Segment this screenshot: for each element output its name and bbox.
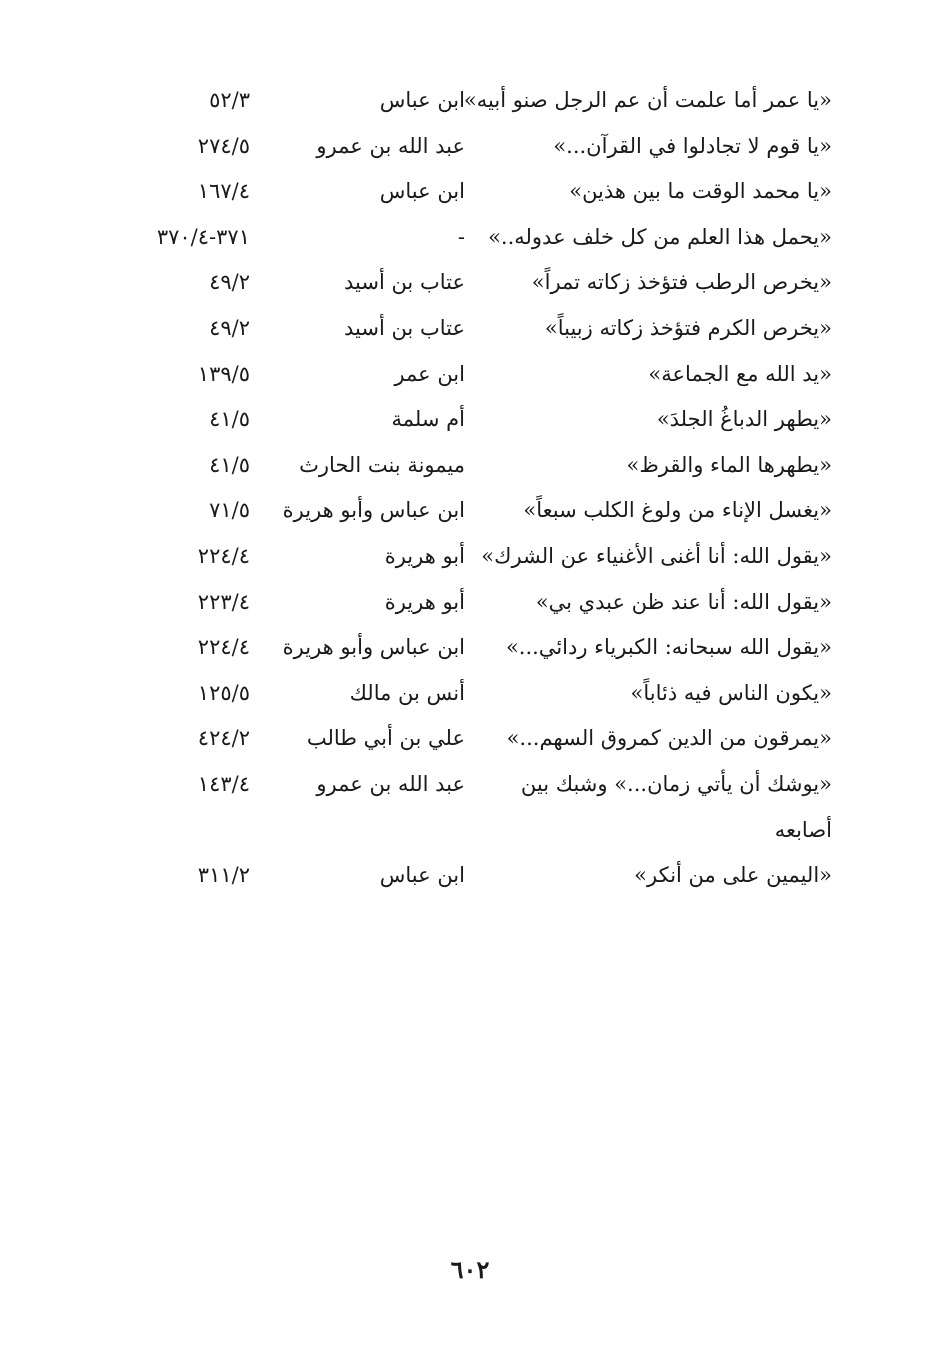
hadith-text: «يكون الناس فيه ذئاباً» — [630, 680, 832, 705]
table-row — [90, 671, 850, 717]
narrator: ابن عباس — [379, 863, 465, 888]
table-row — [90, 853, 850, 899]
reference-value: ٤١/٥ — [209, 452, 250, 477]
reference-value: ٧١/٥ — [209, 498, 250, 523]
narrator: أنس بن مالك — [349, 680, 465, 705]
hadith-text: «يا محمد الوقت ما بين هذين» — [569, 179, 832, 204]
table-row — [90, 534, 850, 580]
hadith-text: «يد الله مع الجماعة» — [648, 361, 832, 386]
table-row — [90, 78, 850, 124]
narrator: عبد الله بن عمرو — [316, 133, 465, 158]
narrator: عبد الله بن عمرو — [316, 771, 465, 796]
reference-value: ٢٧٤/٥ — [197, 133, 250, 158]
reference-value: ١٦٧/٤ — [197, 179, 250, 204]
narrator: ابن عباس — [379, 88, 465, 112]
narrator: عتاب بن أسيد — [343, 270, 465, 295]
table-row — [90, 352, 850, 398]
narrator: - — [457, 224, 465, 249]
reference-value: ٢٢٣/٤ — [197, 589, 250, 614]
hadith-text: «يا عمر أما علمت أن عم الرجل صنو أبيه» — [463, 88, 832, 112]
reference-value: ٤٩/٢ — [209, 315, 250, 340]
hadith-text: «اليمين على من أنكر» — [634, 863, 832, 888]
table-row — [90, 625, 850, 671]
narrator: علي بن أبي طالب — [306, 726, 465, 751]
reference-value: ١٣٩/٥ — [197, 361, 250, 386]
narrator: ابن عباس — [379, 179, 465, 204]
hadith-text: «يمرقون من الدين كمروق السهم...» — [506, 726, 832, 751]
narrator: ابن عمر — [394, 361, 465, 386]
narrator: أبو هريرة — [384, 589, 465, 614]
narrator: ميمونة بنت الحارث — [299, 452, 465, 477]
narrator: أم سلمة — [391, 407, 465, 432]
table-row — [90, 397, 850, 443]
table-row — [90, 488, 850, 534]
reference-value: ٤١/٥ — [209, 407, 250, 432]
hadith-text: «يخرص الكرم فتؤخذ زكاته زبيباً» — [544, 315, 832, 340]
table-row — [90, 169, 850, 215]
table-row — [90, 260, 850, 306]
hadith-text: «يقول الله سبحانه: الكبرياء ردائي...» — [505, 635, 832, 660]
reference-value: ٣٧١-٣٧٠/٤ — [156, 224, 250, 249]
table-row — [90, 215, 850, 261]
page-number: ٦٠٢ — [450, 1255, 490, 1284]
table-row — [90, 306, 850, 352]
narrator: أبو هريرة — [384, 543, 465, 568]
table-row-continuation — [90, 808, 850, 854]
hadith-text: «يحمل هذا العلم من كل خلف عدوله..» — [488, 224, 832, 249]
reference-value: ٣١١/٢ — [197, 863, 250, 888]
hadith-text-continuation: أصابعه — [774, 817, 832, 842]
reference-value: ٢٢٤/٤ — [197, 543, 250, 568]
reference-value: ١٤٣/٤ — [197, 771, 250, 796]
table-row — [90, 762, 850, 808]
hadith-text: «يا قوم لا تجادلوا في القرآن...» — [553, 133, 832, 158]
table-row — [90, 580, 850, 626]
table-row — [90, 716, 850, 762]
table-row — [90, 443, 850, 489]
hadith-text: «يقول الله: أنا أغنى الأغنياء عن الشرك» — [481, 543, 832, 568]
reference-value: ٤٢٤/٢ — [197, 726, 250, 751]
narrator: ابن عباس وأبو هريرة — [282, 498, 465, 523]
hadith-text: «يوشك أن يأتي زمان...» وشبك بين — [520, 771, 832, 796]
hadith-text: «يغسل الإناء من ولوغ الكلب سبعاً» — [523, 498, 832, 523]
hadith-text: «يطهرها الماء والقرظ» — [626, 452, 832, 477]
hadith-text: «يطهر الدباغُ الجلدَ» — [656, 407, 832, 432]
table-row — [90, 124, 850, 170]
reference-value: ٥٢/٣ — [209, 88, 250, 112]
hadith-text: «يقول الله: أنا عند ظن عبدي بي» — [535, 589, 832, 614]
hadith-index-table — [90, 78, 850, 899]
narrator: ابن عباس وأبو هريرة — [282, 635, 465, 660]
reference-value: ٢٢٤/٤ — [197, 635, 250, 660]
reference-value: ٤٩/٢ — [209, 270, 250, 295]
reference-value: ١٢٥/٥ — [197, 680, 250, 705]
narrator: عتاب بن أسيد — [343, 315, 465, 340]
hadith-text: «يخرص الرطب فتؤخذ زكاته تمراً» — [531, 270, 832, 295]
